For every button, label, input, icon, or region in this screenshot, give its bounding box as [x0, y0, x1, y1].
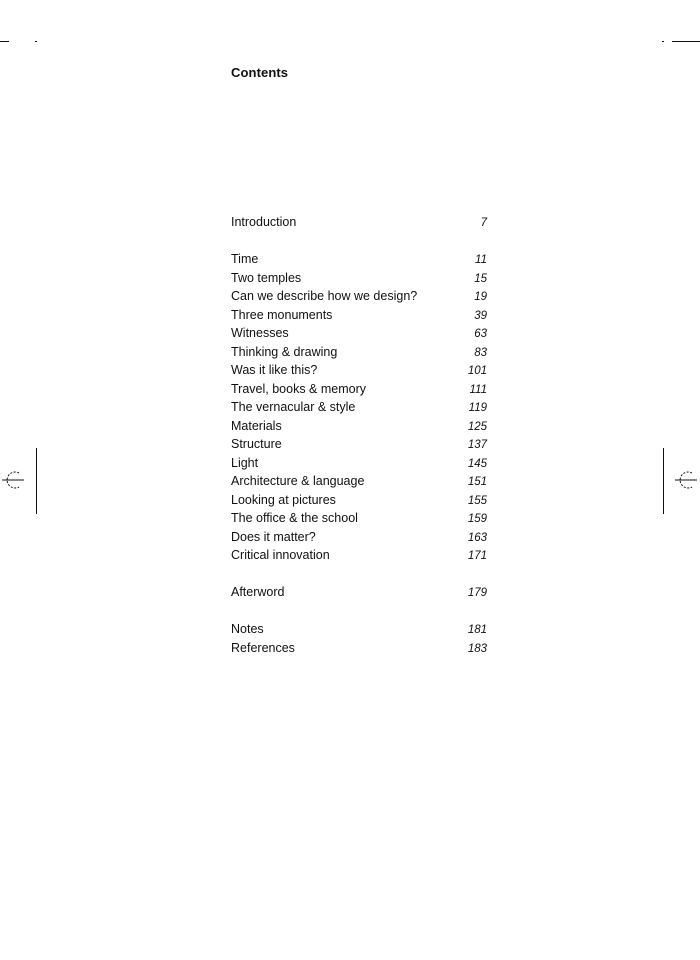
- toc-entry-page: 11: [475, 254, 487, 266]
- toc-entry-title: Can we describe how we design?: [231, 289, 418, 303]
- trim-line-right: [663, 448, 664, 514]
- toc-group-chapters: [231, 250, 487, 565]
- toc-entry-page: 171: [467, 550, 487, 562]
- toc-entry-title: Does it matter?: [231, 529, 316, 544]
- toc-entry-title: Three monuments: [231, 307, 333, 322]
- toc-entry-page: 101: [467, 365, 487, 377]
- toc-entry-page: 15: [474, 272, 487, 285]
- toc-entry: [231, 398, 487, 417]
- crop-mark-top-right-dot: [662, 41, 664, 42]
- toc-entry-title: Light: [231, 455, 259, 470]
- toc-entry: [231, 213, 487, 232]
- toc-entry-title: References: [231, 640, 295, 655]
- toc-group-afterword: [231, 583, 487, 602]
- toc-entry: [231, 639, 487, 658]
- toc-entry-page: 183: [467, 642, 487, 655]
- toc-entry-page: 111: [469, 383, 487, 396]
- toc-entry-title: Materials: [231, 418, 282, 433]
- toc-entry: [231, 620, 487, 639]
- toc-entry-page: 125: [467, 420, 487, 433]
- registration-mark-right-icon: [675, 469, 697, 491]
- toc-entry: [231, 417, 487, 436]
- toc-entry: [231, 324, 487, 343]
- toc-entry-title: Structure: [231, 437, 282, 451]
- toc-entry-title: Two temples: [231, 270, 302, 285]
- toc-entry-page: 155: [467, 494, 487, 507]
- toc-entry-title: Travel, books & memory: [231, 381, 366, 396]
- toc-entry-title: Thinking & drawing: [231, 344, 338, 359]
- toc-entry: [231, 454, 487, 473]
- toc-entry-title: Architecture & language: [231, 474, 365, 488]
- table-of-contents: [231, 213, 487, 676]
- toc-entry-page: 63: [474, 328, 487, 340]
- toc-entry: [231, 269, 487, 288]
- toc-entry-page: 145: [467, 457, 487, 470]
- toc-entry-title: Afterword: [231, 585, 285, 599]
- toc-entry: [231, 250, 487, 269]
- toc-entry-title: The vernacular & style: [231, 400, 356, 414]
- toc-entry: [231, 287, 487, 306]
- crop-mark-top-left: [0, 41, 9, 42]
- toc-group-introduction: [231, 213, 487, 232]
- toc-entry-title: Time: [231, 252, 259, 266]
- toc-group-back-matter: [231, 620, 487, 657]
- trim-line-left: [36, 448, 37, 514]
- toc-entry-title: The office & the school: [231, 511, 358, 525]
- toc-entry-page: 181: [467, 624, 487, 636]
- toc-entry: [231, 472, 487, 491]
- toc-entry-title: Witnesses: [231, 326, 289, 340]
- toc-entry-page: 39: [474, 309, 487, 322]
- toc-entry: [231, 583, 487, 602]
- toc-entry-page: 159: [467, 513, 487, 525]
- toc-entry-page: 119: [468, 402, 487, 414]
- toc-entry-page: 83: [474, 346, 487, 359]
- toc-entry: [231, 509, 487, 528]
- toc-entry: [231, 528, 487, 547]
- toc-entry: [231, 380, 487, 399]
- toc-entry: [231, 361, 487, 380]
- toc-entry-page: 179: [467, 587, 487, 599]
- toc-entry-page: 151: [467, 476, 487, 488]
- toc-entry-title: Introduction: [231, 215, 297, 229]
- toc-entry-page: 7: [480, 217, 487, 229]
- registration-mark-left-icon: [2, 469, 24, 491]
- toc-entry: [231, 491, 487, 510]
- toc-entry: [231, 546, 487, 565]
- toc-entry: [231, 306, 487, 325]
- toc-entry: [231, 343, 487, 362]
- page-title: Contents: [231, 65, 289, 80]
- crop-mark-top-right: [672, 41, 700, 42]
- toc-entry: [231, 435, 487, 454]
- crop-mark-top-left-dot: [35, 41, 37, 42]
- toc-entry-page: 137: [467, 439, 487, 451]
- toc-entry-title: Looking at pictures: [231, 492, 336, 507]
- toc-entry-page: 163: [467, 531, 487, 544]
- toc-entry-page: 19: [474, 291, 487, 303]
- toc-entry-title: Was it like this?: [231, 363, 318, 377]
- toc-entry-title: Notes: [231, 622, 264, 636]
- toc-entry-title: Critical innovation: [231, 548, 330, 562]
